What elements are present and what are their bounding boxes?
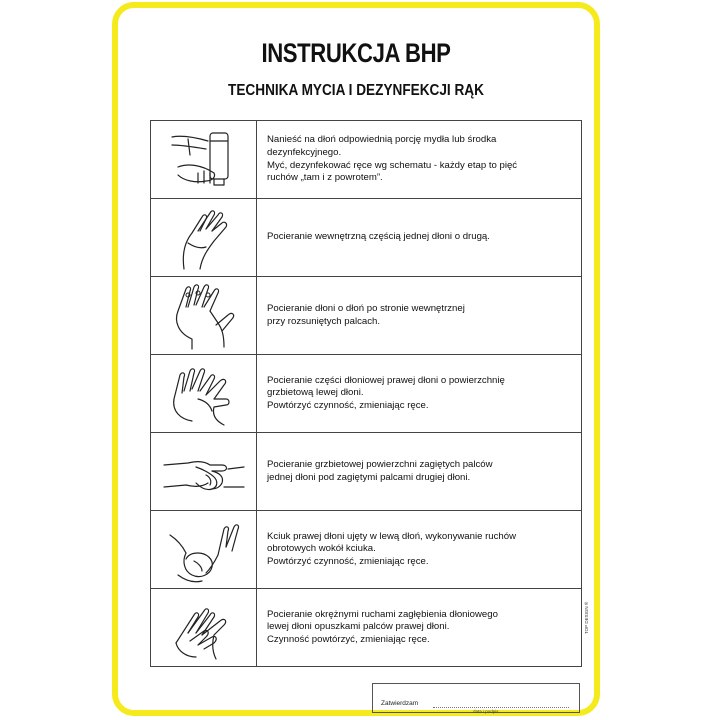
- step-text-7: Pocieranie okrężnymi ruchami zagłębienia dłoniowego lewej dłoni opuszkami palców prawej dłoni. Czynność powtórzyć, zmieniając ręce.: [267, 608, 498, 645]
- thumb-rotation-icon: [151, 511, 257, 588]
- step-row-7: [151, 589, 581, 666]
- step-text-1: Nanieść na dłoń odpowiednią porcję mydła lub środka dezynfekcyjnego. Myć, dezynfekować ręce wg schematu - każdy etap to pięć ruchów „tam i z powrotem”.: [267, 134, 518, 184]
- safety-sign: [112, 2, 600, 716]
- step-text-6: Kciuk prawej dłoni ujęty w lewą dłoń, wykonywanie ruchów obrotowych wokół kciuka. Powtórzyć czynność, zmieniając ręce.: [267, 530, 517, 567]
- step-row-2: [151, 199, 581, 277]
- step-row-4: [151, 355, 581, 433]
- approval-box: [372, 683, 580, 713]
- sign-subtitle: TECHNIKA MYCIA I DEZYNFEKCJI RĄK: [228, 82, 484, 99]
- step-text-3: Pocieranie dłoni o dłoń po stronie wewnętrznej przy rozsuniętych palcach.: [267, 302, 465, 327]
- brand-mark: TOP DESIGN ®: [584, 601, 589, 634]
- step-text-2: Pocieranie wewnętrzną częścią jednej dłoni o drugą.: [267, 231, 490, 243]
- palm-to-palm-icon: [151, 199, 257, 276]
- soap-dispenser-icon: [151, 121, 257, 198]
- step-row-1: [151, 121, 581, 199]
- steps-table: [150, 120, 582, 667]
- step-row-6: [151, 511, 581, 589]
- interlaced-fingers-icon: [151, 277, 257, 354]
- approval-label: Zatwierdzam: [381, 700, 419, 707]
- step-text-4: Pocieranie części dłoniowej prawej dłoni o powierzchnię grzbietową lewej dłoni. Powtórzyć czynność, zmieniając ręce.: [267, 374, 505, 411]
- step-text-5: Pocieranie grzbietowej powierzchni zagiętych palców jednej dłoni pod zagiętymi palcami drugiej dłoni.: [267, 458, 493, 483]
- signature-line: [433, 707, 569, 708]
- step-row-3: [151, 277, 581, 355]
- sign-title: INSTRUKCJA BHP: [261, 38, 451, 68]
- approval-sublabel: data i podpis: [473, 709, 499, 714]
- backs-of-fingers-icon: [151, 433, 257, 510]
- fingertips-rotation-icon: [151, 589, 257, 666]
- step-row-5: [151, 433, 581, 511]
- palm-over-dorsum-icon: [151, 355, 257, 432]
